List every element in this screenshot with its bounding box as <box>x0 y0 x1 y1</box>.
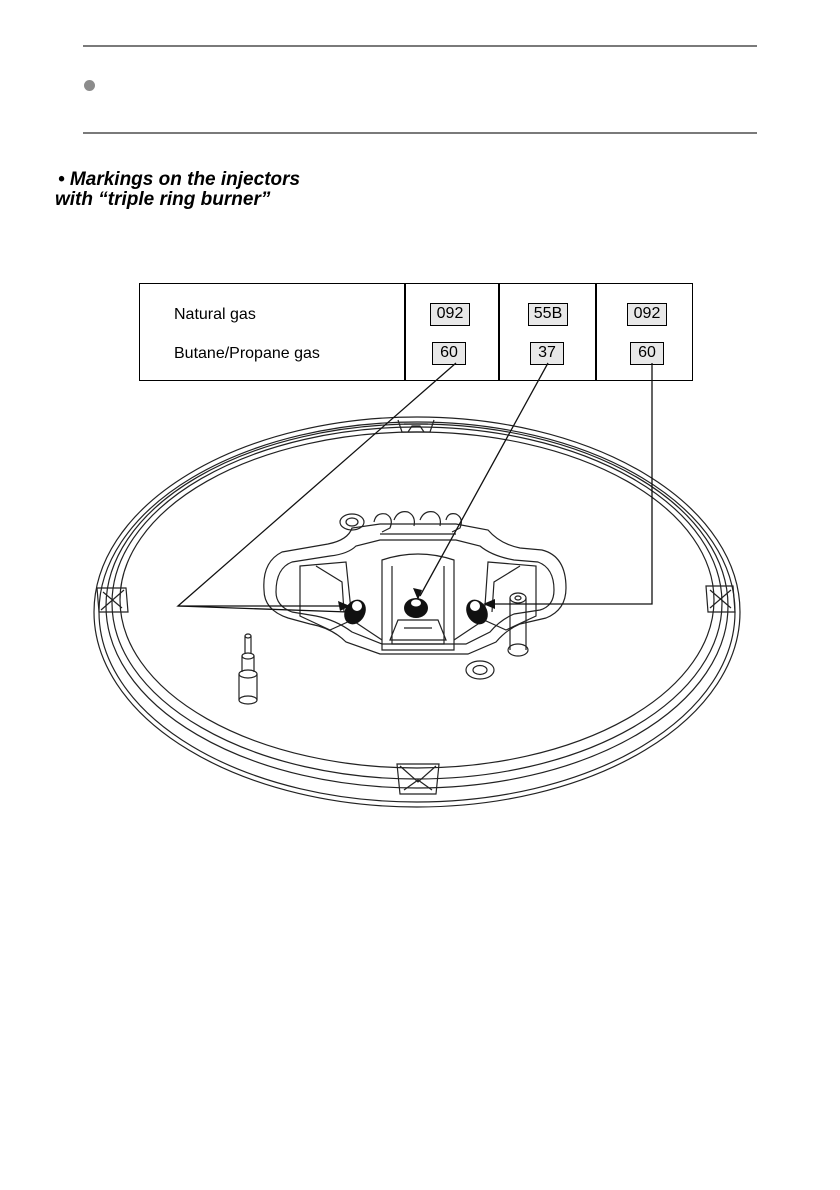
code-butane-right: 60 <box>630 342 664 365</box>
leader-line-right <box>486 363 652 604</box>
heading-line-1: • Markings on the injectors <box>58 169 301 190</box>
injector-center <box>404 598 428 618</box>
code-butane-center: 37 <box>530 342 564 365</box>
leader-lines <box>178 363 652 612</box>
mount-hole-bottom <box>466 661 494 679</box>
ignition-mount-top <box>340 512 461 534</box>
row-label-butane-propane: Butane/Propane gas <box>174 345 320 362</box>
injector-nozzles <box>340 596 492 629</box>
code-natural-left: 092 <box>430 303 470 326</box>
row-label-natural-gas: Natural gas <box>174 306 256 323</box>
code-butane-left: 60 <box>432 342 466 365</box>
code-natural-right: 092 <box>627 303 667 326</box>
injector-right <box>462 596 492 629</box>
code-natural-center: 55B <box>528 303 568 326</box>
heading-line-2: with “triple ring burner” <box>55 189 271 210</box>
tray-notch-right <box>706 586 735 612</box>
leader-line-left-2 <box>178 606 348 612</box>
leader-line-left <box>178 363 456 606</box>
electrode-pin <box>239 634 257 704</box>
